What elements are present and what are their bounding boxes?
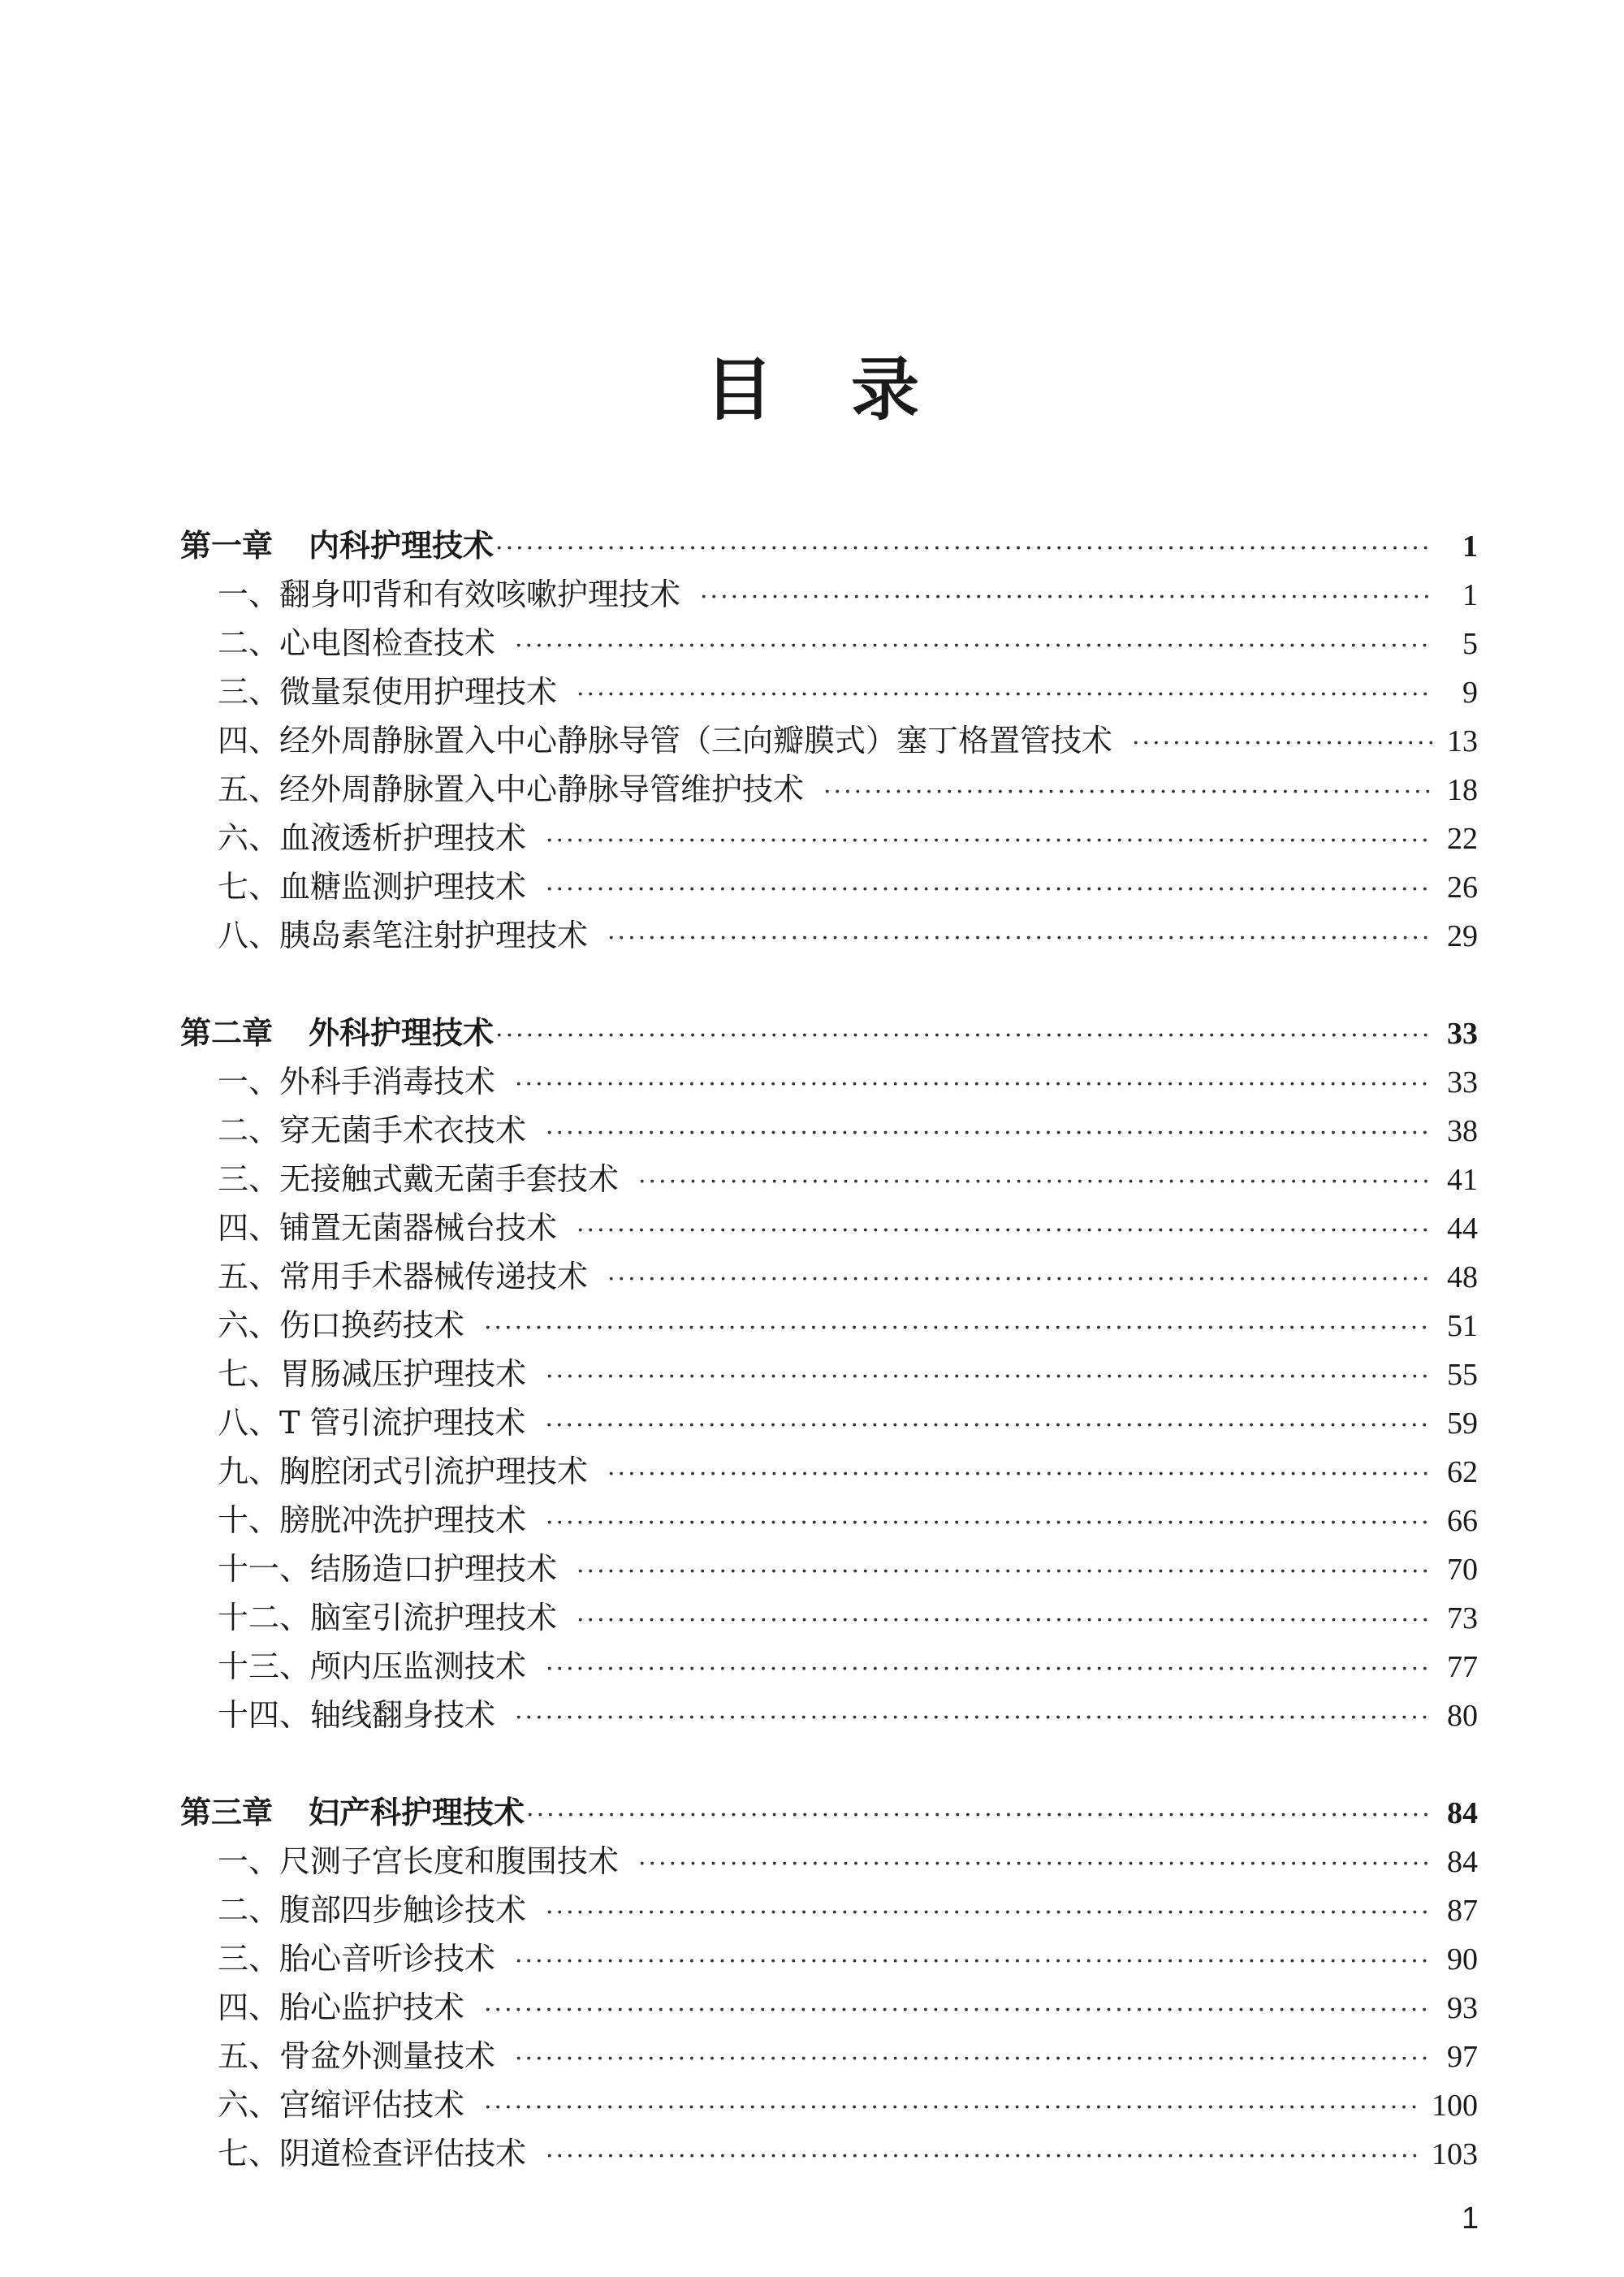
section-entry[interactable] — [180, 1691, 1478, 1739]
dot-leader — [484, 1304, 1432, 1353]
dot-leader — [607, 914, 1432, 963]
section-title: 三、微量泵使用护理技术 — [218, 674, 558, 710]
section-title: 八、胰岛素笔注射护理技术 — [218, 918, 589, 953]
dot-leader — [495, 1012, 1432, 1061]
dot-leader — [638, 1840, 1432, 1889]
section-title: 四、胎心监护技术 — [218, 1990, 465, 2025]
dot-leader — [607, 1450, 1432, 1499]
dot-leader — [546, 2132, 1419, 2181]
section-page-number: 38 — [1447, 1114, 1478, 1148]
section-page-number: 22 — [1447, 822, 1478, 856]
section-page-number: 73 — [1447, 1601, 1478, 1635]
section-page-number: 41 — [1447, 1163, 1478, 1197]
section-title: 二、穿无菌手术衣技术 — [218, 1113, 527, 1148]
dot-leader — [515, 2035, 1432, 2084]
section-entry[interactable] — [180, 1642, 1478, 1691]
dot-leader — [546, 1889, 1432, 1938]
section-page-number: 1 — [1462, 578, 1478, 612]
section-title: 七、血糖监测护理技术 — [218, 869, 527, 905]
section-title: 六、宫缩评估技术 — [218, 2087, 465, 2123]
dot-leader — [545, 1402, 1432, 1450]
chapter-entry[interactable] — [180, 521, 1478, 570]
chapter-title: 妇产科护理技术 — [309, 1795, 525, 1830]
section-page-number: 5 — [1462, 627, 1478, 661]
section-entry[interactable] — [180, 1447, 1478, 1496]
dot-leader — [515, 1061, 1432, 1109]
section-page-number: 84 — [1447, 1845, 1478, 1879]
section-title: 十一、结肠造口护理技术 — [218, 1551, 558, 1587]
section-entry[interactable] — [180, 2080, 1478, 2129]
section-entry[interactable] — [180, 911, 1478, 960]
section-entry[interactable] — [180, 716, 1478, 765]
chapter-entry[interactable] — [180, 1009, 1478, 1057]
section-page-number: 26 — [1447, 871, 1478, 905]
section-title: 十四、轴线翻身技术 — [218, 1697, 496, 1733]
section-title: 四、铺置无菌器械台技术 — [218, 1210, 558, 1246]
section-title: 八、T 管引流护理技术 — [218, 1405, 526, 1441]
section-title: 十、膀胱冲洗护理技术 — [218, 1502, 527, 1538]
section-title: 七、胃肠减压护理技术 — [218, 1356, 527, 1392]
section-page-number: 77 — [1447, 1650, 1478, 1684]
section-title: 一、外科手消毒技术 — [218, 1064, 496, 1100]
section-page-number: 9 — [1462, 676, 1478, 710]
section-entry[interactable] — [180, 1155, 1478, 1203]
section-entry[interactable] — [180, 1398, 1478, 1447]
chapter-number: 第一章 — [180, 528, 274, 564]
section-page-number: 97 — [1447, 2040, 1478, 2074]
dot-leader — [546, 1353, 1432, 1402]
dot-leader — [546, 817, 1432, 866]
dot-leader — [577, 671, 1432, 719]
section-page-number: 90 — [1447, 1942, 1478, 1977]
section-entry[interactable] — [180, 765, 1478, 814]
section-page-number: 44 — [1447, 1212, 1478, 1246]
dot-leader — [515, 1938, 1432, 1986]
section-page-number: 80 — [1447, 1699, 1478, 1733]
section-title: 二、心电图检查技术 — [218, 625, 496, 661]
section-entry[interactable] — [180, 1837, 1478, 1886]
section-title: 四、经外周静脉置入中心静脉导管（三向瓣膜式）塞丁格置管技术 — [218, 723, 1113, 758]
section-page-number: 29 — [1447, 919, 1478, 953]
section-title: 五、骨盆外测量技术 — [218, 2038, 496, 2074]
dot-leader — [546, 1645, 1432, 1694]
dot-leader — [526, 1791, 1432, 1840]
section-entry[interactable] — [180, 1496, 1478, 1545]
dot-leader — [700, 573, 1432, 622]
chapter-block — [180, 1009, 1478, 1739]
section-entry[interactable] — [180, 1252, 1478, 1301]
page-number: 1 — [1462, 2201, 1479, 2236]
section-page-number: 33 — [1447, 1065, 1478, 1100]
section-page-number: 13 — [1447, 724, 1478, 758]
section-page-number: 55 — [1447, 1358, 1478, 1392]
section-title: 九、胸腔闭式引流护理技术 — [218, 1454, 589, 1489]
section-title: 一、翻身叩背和有效咳嗽护理技术 — [218, 577, 681, 612]
dot-leader — [1132, 719, 1432, 768]
section-entry[interactable] — [180, 1106, 1478, 1155]
section-entry[interactable] — [180, 1301, 1478, 1350]
section-title: 十二、脑室引流护理技术 — [218, 1600, 558, 1635]
dot-leader — [546, 866, 1432, 914]
chapter-page-number: 84 — [1447, 1796, 1478, 1830]
dot-leader — [577, 1548, 1432, 1596]
chapter-number: 第三章 — [180, 1795, 274, 1830]
section-entry[interactable] — [180, 814, 1478, 862]
section-title: 五、经外周静脉置入中心静脉导管维护技术 — [218, 771, 805, 807]
chapter-title: 外科护理技术 — [309, 1015, 495, 1051]
section-page-number: 18 — [1447, 773, 1478, 807]
chapter-page-number: 33 — [1447, 1017, 1478, 1051]
section-page-number: 51 — [1447, 1309, 1478, 1343]
section-page-number: 87 — [1447, 1894, 1478, 1928]
section-entry[interactable] — [180, 668, 1478, 716]
chapter-entry[interactable] — [180, 1788, 1478, 1837]
dot-leader — [515, 622, 1432, 671]
section-page-number: 66 — [1447, 1504, 1478, 1538]
dot-leader — [484, 2084, 1419, 2132]
section-title: 七、阴道检查评估技术 — [218, 2136, 527, 2171]
table-of-contents — [180, 521, 1478, 2227]
section-title: 二、腹部四步触诊技术 — [218, 1892, 527, 1928]
dot-leader — [484, 1986, 1432, 2035]
section-entry[interactable] — [180, 570, 1478, 619]
chapter-block — [180, 521, 1478, 960]
section-entry[interactable] — [180, 619, 1478, 668]
section-page-number: 62 — [1447, 1455, 1478, 1489]
section-page-number: 70 — [1447, 1553, 1478, 1587]
section-title: 一、尺测子宫长度和腹围技术 — [218, 1843, 620, 1879]
section-title: 六、伤口换药技术 — [218, 1307, 465, 1343]
section-entry[interactable] — [180, 1057, 1478, 1106]
section-entry[interactable] — [180, 1983, 1478, 2032]
section-page-number: 48 — [1447, 1260, 1478, 1294]
section-page-number: 59 — [1447, 1406, 1478, 1441]
dot-leader — [638, 1158, 1432, 1207]
section-title: 十三、颅内压监测技术 — [218, 1648, 527, 1684]
section-page-number: 103 — [1432, 2137, 1478, 2171]
dot-leader — [546, 1109, 1432, 1158]
chapter-block — [180, 1788, 1478, 2178]
dot-leader — [577, 1207, 1432, 1255]
dot-leader — [546, 1499, 1432, 1548]
dot-leader — [607, 1255, 1432, 1304]
dot-leader — [823, 768, 1432, 817]
dot-leader — [495, 525, 1432, 573]
section-title: 五、常用手术器械传递技术 — [218, 1259, 589, 1294]
section-entry[interactable] — [180, 1886, 1478, 1934]
dot-leader — [515, 1694, 1432, 1743]
section-entry[interactable] — [180, 862, 1478, 911]
section-entry[interactable] — [180, 1593, 1478, 1642]
page-title: 目录 — [704, 350, 997, 430]
chapter-title: 内科护理技术 — [309, 528, 495, 564]
section-page-number: 100 — [1432, 2089, 1478, 2123]
section-entry[interactable] — [180, 1350, 1478, 1398]
section-entry[interactable] — [180, 2129, 1478, 2178]
section-title: 三、无接触式戴无菌手套技术 — [218, 1161, 620, 1197]
chapter-number: 第二章 — [180, 1015, 274, 1051]
section-page-number: 93 — [1447, 1991, 1478, 2025]
chapter-page-number: 1 — [1462, 529, 1478, 564]
section-entry[interactable] — [180, 2032, 1478, 2080]
section-title: 六、血液透析护理技术 — [218, 820, 527, 856]
section-entry[interactable] — [180, 1934, 1478, 1983]
dot-leader — [577, 1596, 1432, 1645]
section-entry[interactable] — [180, 1545, 1478, 1593]
section-entry[interactable] — [180, 1203, 1478, 1252]
section-title: 三、胎心音听诊技术 — [218, 1941, 496, 1977]
